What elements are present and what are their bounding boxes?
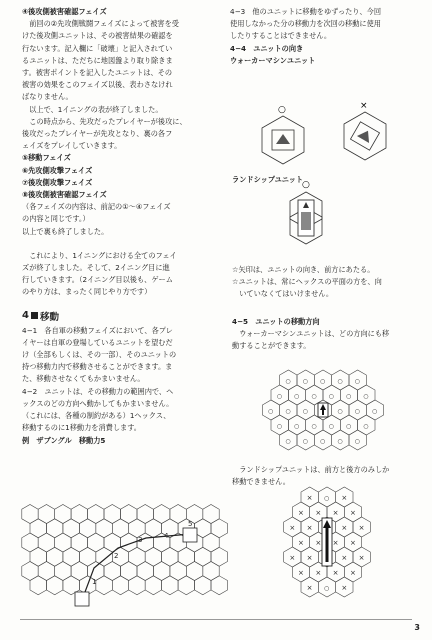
section-square-icon xyxy=(31,312,38,319)
body-line: 以上で、1イニングの表が終了しました。 xyxy=(22,104,163,114)
section-number: 4 xyxy=(22,310,29,322)
blocked-mark: × xyxy=(315,569,322,577)
rule-4-3-line: 使用しなかった分の移動力を次回の移動に使用 xyxy=(230,19,381,29)
hex-cell xyxy=(30,519,47,538)
hex-cell xyxy=(203,562,219,581)
rule-4-4-heading: 4−4 ユニットの向き xyxy=(230,43,304,53)
summary-line: ズが終了しました。そして、2イニング目に進 xyxy=(22,263,170,273)
hex-cell xyxy=(71,505,88,524)
reachable-mark: ○ xyxy=(320,378,326,385)
landship-movement-text xyxy=(232,464,424,488)
hex-cell xyxy=(145,576,161,595)
reachable-mark: ○ xyxy=(363,393,369,400)
hex-cell xyxy=(178,576,194,595)
hex-cell xyxy=(137,505,153,524)
summary-line: 行していきます。（2イニング目以後も、ゲーム xyxy=(22,275,173,285)
blocked-mark: × xyxy=(341,554,348,562)
reachable-mark: ○ xyxy=(320,438,326,445)
robot-silhouette-icon xyxy=(276,134,290,144)
hex-cell xyxy=(195,576,212,595)
hex-cell xyxy=(186,562,203,581)
blocked-mark: × xyxy=(332,569,339,577)
reachable-mark: ○ xyxy=(354,438,360,445)
rule-4-5-block xyxy=(232,316,424,353)
rule-4-1-line: 持つ移動力内で移動させることができます。ま xyxy=(22,362,173,372)
landship-unit-diagram xyxy=(286,178,326,252)
unit-end-counter xyxy=(183,528,197,542)
body-line: 後攻だったプレイヤーが先攻となり、裏の各フ xyxy=(22,129,173,139)
rule-4-1-line: イヤーは自軍の登場しているユニットを望むだ xyxy=(22,337,173,347)
blocked-mark: × xyxy=(306,494,313,502)
hex-cell xyxy=(104,562,121,581)
reachable-mark: ○ xyxy=(328,423,334,430)
reachable-mark: ○ xyxy=(285,438,291,445)
hex-cell xyxy=(55,533,71,552)
blocked-mark: × xyxy=(358,554,365,562)
hex-cell xyxy=(96,519,113,538)
landship-move-line: 移動できません。 xyxy=(232,477,290,487)
blocked-mark: × xyxy=(332,539,339,547)
blocked-mark: × xyxy=(341,524,348,532)
walker-unit-wrong-diagram xyxy=(340,98,390,160)
reachable-mark: ○ xyxy=(276,423,282,430)
hex-cell xyxy=(162,576,179,595)
hex-cell xyxy=(79,547,95,566)
right-column xyxy=(230,6,420,67)
path-step-label: 3 xyxy=(138,536,143,544)
reachable-mark: ○ xyxy=(354,378,360,385)
hex-cell xyxy=(71,562,88,581)
reachable-mark: ○ xyxy=(285,408,291,415)
reachable-mark: ○ xyxy=(324,585,330,592)
reachable-mark: ○ xyxy=(302,378,308,385)
reachable-mark: ○ xyxy=(371,408,378,415)
section-heading-movement xyxy=(22,309,220,323)
hex-cell xyxy=(112,576,128,595)
blocked-mark: × xyxy=(349,569,356,577)
hex-cell xyxy=(121,505,138,524)
reachable-mark: ○ xyxy=(345,393,352,400)
ok-mark: ○ xyxy=(278,105,286,115)
blocked-mark: × xyxy=(332,509,339,517)
reachable-mark: ○ xyxy=(276,393,282,400)
phase-4-body xyxy=(22,18,220,152)
hex-cell xyxy=(137,562,153,581)
blocked-mark: × xyxy=(298,509,304,517)
hex-cell xyxy=(38,533,55,552)
hex-cell xyxy=(195,547,212,566)
body-line: 前回の②先攻側戦闘フェイズによって被害を受 xyxy=(22,19,179,29)
body-line: す。被害ポイントを記入したユニットは、その xyxy=(22,68,173,78)
blocked-mark: × xyxy=(341,584,348,592)
path-step-label: 1 xyxy=(92,578,97,586)
hex-cell xyxy=(47,519,63,538)
path-step-label: 5 xyxy=(188,520,193,528)
reachable-mark: ○ xyxy=(285,378,291,385)
rule-4-1-line: た、移動させなくてもかまいません。 xyxy=(22,374,145,384)
landship-movement-hex-diagram xyxy=(262,486,392,598)
movement-example-hex-map xyxy=(22,504,220,612)
blocked-mark: × xyxy=(341,494,348,502)
hex-cell xyxy=(211,519,228,538)
hex-cell xyxy=(88,505,104,524)
phase-7-heading: ⑦後攻側攻撃フェイズ xyxy=(22,177,93,187)
blocked-mark: × xyxy=(298,569,304,577)
hex-cell xyxy=(211,547,228,566)
orientation-notes xyxy=(232,264,422,301)
hex-cell xyxy=(38,505,55,524)
hex-cell xyxy=(170,505,186,524)
robot-silhouette-icon xyxy=(357,127,374,143)
phase-5-heading: ⑤移動フェイズ xyxy=(22,153,71,163)
phase-8-heading: ⑧後攻側被害確認フェイズ xyxy=(22,190,107,200)
note-line: ☆矢印は、ユニットの向き、前方にあたる。 xyxy=(232,265,375,274)
hex-cell xyxy=(63,519,80,538)
phase-4-heading: ④後攻側被害確認フェイズ xyxy=(22,7,107,16)
landship-move-line: ランドシップユニットは、前方と後方のみしか xyxy=(232,465,390,474)
hex-cell xyxy=(30,547,47,566)
rule-4-2-line: ックスのどの方向へ動かしてもかまいません。 xyxy=(22,398,174,408)
walker-movement-hex-diagram xyxy=(248,360,398,460)
reachable-mark: ○ xyxy=(354,408,360,415)
path-step-label: 4 xyxy=(164,532,169,540)
rule-4-2-line: 移動するのに1移動力を消費します。 xyxy=(22,423,141,433)
blocked-mark: × xyxy=(289,554,296,562)
reachable-mark: ○ xyxy=(311,423,317,430)
reachable-mark: ○ xyxy=(294,423,300,430)
example-caption: 例 ザブングル 移動力5 xyxy=(22,435,106,445)
blocked-mark: × xyxy=(298,539,304,547)
ng-mark: × xyxy=(360,101,368,111)
hex-cell xyxy=(22,562,38,581)
blocked-mark: × xyxy=(315,509,322,517)
rule-4-3-line: したりすることはできません。 xyxy=(230,31,332,41)
hex-cell xyxy=(129,547,146,566)
reachable-mark: ○ xyxy=(337,438,343,445)
hex-cell xyxy=(38,562,55,581)
hex-cell xyxy=(63,547,80,566)
reachable-mark: ○ xyxy=(345,423,352,430)
blocked-mark: × xyxy=(349,509,356,517)
rule-4-1-line: 4−1 各自軍の移動フェイズにおいて、各プレ xyxy=(22,325,173,335)
hex-cell xyxy=(96,576,113,595)
ok-mark: ○ xyxy=(302,180,310,190)
hex-cell xyxy=(22,533,38,552)
hex-cell xyxy=(162,547,179,566)
hex-cell xyxy=(178,547,194,566)
reachable-mark: ○ xyxy=(311,393,317,400)
rule-4-2-line: （これには、各種の制約がある）1ヘックス、 xyxy=(22,411,171,421)
reachable-mark: ○ xyxy=(268,408,274,415)
rule-4-5-heading: 4−5 ユニットの移動方向 xyxy=(232,317,320,326)
hex-cell xyxy=(22,505,38,524)
reachable-mark: ○ xyxy=(337,408,343,415)
hex-cell xyxy=(145,547,161,566)
body-line: ばなりません。 xyxy=(22,92,73,102)
footer-rule xyxy=(20,619,412,620)
blocked-mark: × xyxy=(358,524,365,532)
hex-cell xyxy=(129,576,146,595)
rule-4-1-line: け（全部もしくは、その一部）、そのユニットの xyxy=(22,350,177,360)
hex-cell xyxy=(211,576,228,595)
walker-unit-correct-diagram xyxy=(258,104,308,166)
phase-6-heading: ⑥先攻側攻撃フェイズ xyxy=(22,165,93,175)
unit-start-counter xyxy=(75,592,89,606)
body-line: 被害の効果をこのフェイズ以後、表わさなけれ xyxy=(22,80,173,90)
blocked-mark: × xyxy=(306,524,313,532)
ship-silhouette-icon xyxy=(301,212,311,230)
hex-cell xyxy=(55,505,71,524)
reachable-mark: ○ xyxy=(328,393,334,400)
section-title: 移動 xyxy=(39,311,59,323)
summary-line: のやり方は、まったく同じやり方です） xyxy=(22,287,152,297)
left-column xyxy=(22,6,220,447)
hex-cell xyxy=(121,562,138,581)
hex-cell xyxy=(96,547,113,566)
hex-cell xyxy=(129,519,146,538)
reachable-mark: ○ xyxy=(294,393,300,400)
blocked-mark: × xyxy=(349,539,356,547)
hex-cell xyxy=(112,519,128,538)
blocked-mark: × xyxy=(306,554,313,562)
hex-cell xyxy=(47,547,63,566)
walker-machine-label: ウォーカーマシンユニット xyxy=(230,55,316,65)
hex-cell xyxy=(145,519,161,538)
phase-note-line: 以上で裏も終了しました。 xyxy=(22,226,109,236)
note-line: ☆ユニットは、常にヘックスの平面の方を、向 xyxy=(232,277,382,287)
hex-cell xyxy=(104,533,121,552)
page-number: 3 xyxy=(414,623,420,632)
movement-path-line xyxy=(82,534,190,600)
rule-4-3-line: 4−3 他のユニットに移動をゆずったり、今回 xyxy=(230,7,382,16)
rule-4-5-line: 動することができます。 xyxy=(232,341,311,351)
body-line: るユニットは、ただちに地図盤より取り除きま xyxy=(22,55,173,65)
body-line: けた後攻側ユニットは、その被害結果の確認を xyxy=(22,31,173,41)
hex-cell xyxy=(88,533,104,552)
hex-cell xyxy=(203,505,219,524)
hex-cell xyxy=(71,533,88,552)
summary-line: これにより、1イニングにおける全てのフェイ xyxy=(22,250,177,260)
reachable-mark: ○ xyxy=(363,423,369,430)
reachable-mark: ○ xyxy=(302,438,308,445)
reachable-mark: ○ xyxy=(324,495,330,502)
phase-note-line: （各フェイズの内容は、前記の①〜④フェイズ xyxy=(22,202,171,212)
hex-cell xyxy=(104,505,121,524)
reachable-mark: ○ xyxy=(302,408,308,415)
hex-cell xyxy=(153,562,170,581)
hex-cell xyxy=(79,519,95,538)
rule-4-5-line: ウォーカーマシンユニットは、どの方向にも移 xyxy=(232,329,390,339)
hex-cell xyxy=(47,576,63,595)
hex-cell xyxy=(170,562,186,581)
phase-note-line: の内容と同じです。） xyxy=(22,214,90,224)
body-line: ェイズをプレイしていきます。 xyxy=(22,141,122,151)
path-step-label: 2 xyxy=(114,552,119,560)
note-line: いていなくてはいけません。 xyxy=(232,289,334,299)
landship-label: ランドシップユニット xyxy=(232,175,304,184)
body-line: 行ないます。記入欄に「破壊」と記入されてい xyxy=(22,43,173,53)
hex-cell xyxy=(153,505,170,524)
blocked-mark: × xyxy=(315,539,322,547)
blocked-mark: × xyxy=(289,524,296,532)
blocked-mark: × xyxy=(306,584,313,592)
hex-cell xyxy=(30,576,47,595)
body-line: この時点から、先攻だったプレイヤーが後攻に、 xyxy=(22,116,187,126)
hex-cell xyxy=(55,562,71,581)
hex-cell xyxy=(203,533,219,552)
reachable-mark: ○ xyxy=(337,378,343,385)
rule-4-2-line: 4−2 ユニットは、その移動力の範囲内で、ヘ xyxy=(22,386,174,396)
